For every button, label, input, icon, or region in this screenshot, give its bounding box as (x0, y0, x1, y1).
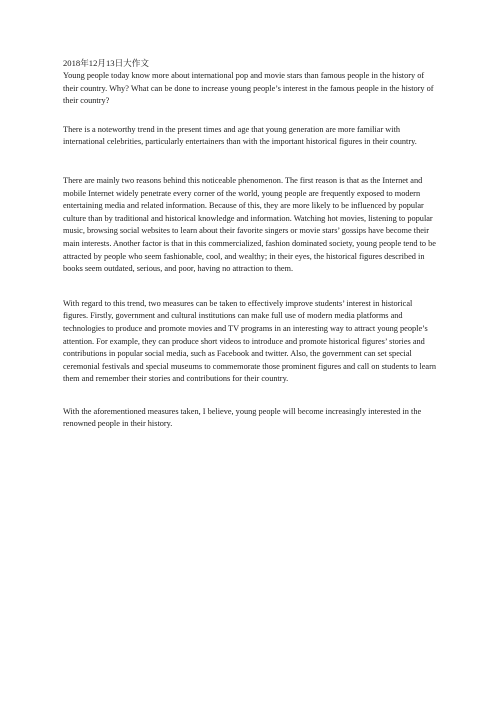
paragraph-introduction: There is a noteworthy trend in the present times and age that young generation are more familiar with international celebrities, particularly entertainers than with the important historical figures in their country. (63, 124, 417, 147)
document-heading: 2018年12月13日大作文 (63, 58, 149, 68)
document-page (63, 58, 437, 431)
paragraph-reasons: There are mainly two reasons behind this noticeable phenomenon. The first reason is that as the Internet and mobile Internet widely penetrate every corner of the world, young people are frequently exposed to modern entertaining media and related information. Because of this, they are more likely to be influenced by popular culture than by traditional and historical knowledge and information. Watching hot movies, listening to popular music, browsing social websites to learn about their favorite singers or movie stars’ gossips have become their main interests. Another factor is that in this commercialized, fashion dominated society, young people tend to be attracted by people who seem fashionable, cool, and wealthy; in their eyes, the historical figures described in books seem outdated, serious, and poor, having no attraction to them. (63, 175, 436, 274)
spacer (63, 108, 437, 124)
spacer (63, 386, 437, 406)
essay-prompt: Young people today know more about international pop and movie stars than famous people in the history of their country. Why? What can be done to increase young people’s interest in the famous people in the history of their country? (63, 71, 434, 106)
spacer (63, 149, 437, 175)
paragraph-conclusion: With the aforementioned measures taken, I believe, young people will become increasingly interested in the renowned people in their history. (63, 406, 422, 429)
paragraph-measures: With regard to this trend, two measures can be taken to effectively improve students’ interest in historical figures. Firstly, government and cultural institutions can make full use of modern media platforms and technologies to produce and promote movies and TV programs in an interesting way to attract young people’s attention. For example, they can produce short videos to introduce and promote historical figures’ stories and contributions in popular social media, such as Facebook and twitter. Also, the government can set special ceremonial festivals and special museums to commemorate those prominent figures and call on students to learn them and remember their stories and contributions for their country. (63, 298, 437, 384)
spacer (63, 276, 437, 298)
